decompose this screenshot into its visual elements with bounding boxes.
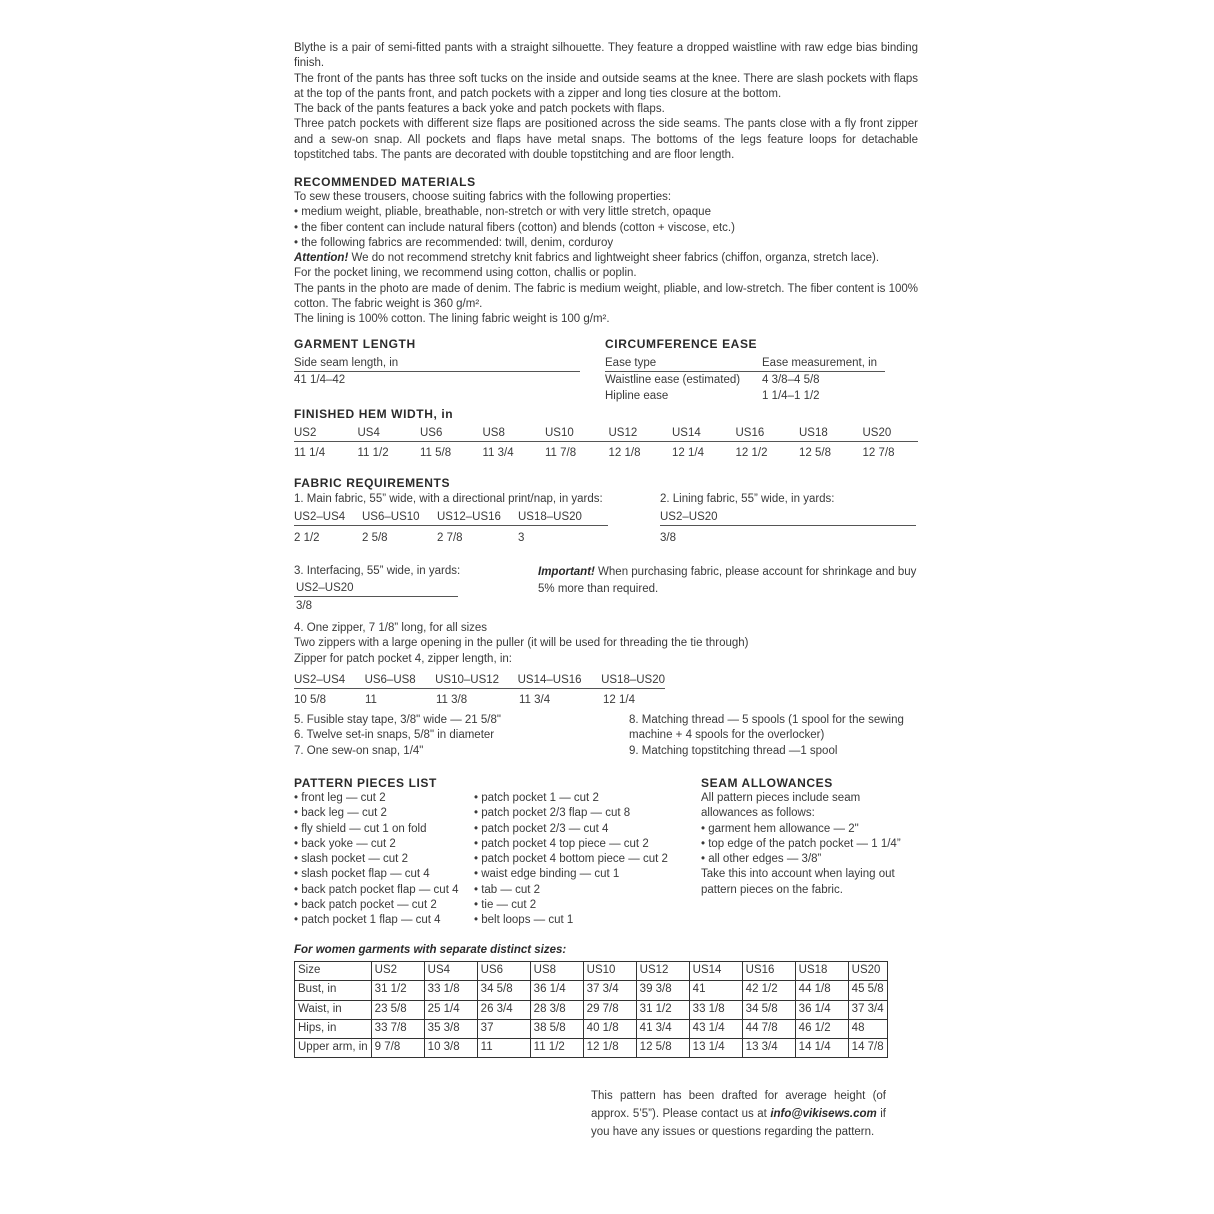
piece-item: • patch pocket 4 top piece — cut 2: [474, 837, 649, 850]
main-fabric-value: 3: [518, 532, 525, 545]
intro-paragraph: The front of the pants has three soft tucks on the inside and outside seams at the knee. There are slash pockets with flaps at the top of the pants front, and patch pockets with a zipper and long ties closure at the bottom.: [294, 72, 918, 100]
pocket-zipper-value: 11 3/8: [436, 694, 468, 706]
hem-size: US6: [420, 427, 443, 439]
piece-item: • tab — cut 2: [474, 883, 541, 896]
main-fabric-size: US6–US10: [362, 511, 420, 524]
notion-item: 5. Fusible stay tape, 3/8" wide — 21 5/8": [294, 714, 501, 726]
table-cell: 46 1/2: [795, 1019, 848, 1038]
piece-item: • back patch pocket — cut 2: [294, 899, 437, 912]
hem-value: 12 5/8: [799, 447, 831, 459]
footer-text: This pattern has been drafted for average height (of approx. 5’5”). Please contact us at: [591, 1090, 886, 1120]
pocket-zipper-value-row: [294, 693, 674, 708]
ease-type: Hipline ease: [605, 389, 669, 402]
ease-measurement-header: Ease measurement, in: [762, 357, 878, 369]
hem-value: 11 1/4: [294, 447, 326, 459]
main-fabric-size: US12–US16: [437, 511, 501, 524]
size-table-wrap: [294, 961, 888, 1058]
piece-item: • back leg — cut 2: [294, 807, 387, 820]
pocket-zipper-value: 10 5/8: [294, 694, 326, 706]
pieces-heading: PATTERN PIECES LIST: [294, 776, 437, 790]
table-cell: 44 1/8: [795, 981, 848, 1000]
table-cell: 36 1/4: [530, 981, 583, 1000]
lining-fabric-block: [660, 492, 916, 547]
table-header-cell: US20: [848, 962, 887, 981]
table-cell: Waist, in: [295, 1000, 372, 1019]
ease-value: 1 1/4–1 1/2: [762, 389, 820, 402]
table-row: [295, 1039, 888, 1058]
pocket-zipper-size: US2–US4: [294, 674, 346, 686]
notion-item: machine + 4 spools for the overlocker): [629, 729, 825, 742]
lining-weight-note: The lining is 100% cotton. The lining fabric weight is 100 g/m².: [294, 313, 610, 326]
materials-bullet: • the following fabrics are recommended: twill, denim, corduroy: [294, 236, 614, 249]
table-cell: 34 5/8: [477, 981, 530, 1000]
seam-line: All pattern pieces include seam: [701, 792, 861, 804]
main-fabric-value: 2 1/2: [294, 532, 320, 545]
interfacing-title: 3. Interfacing, 55” wide, in yards:: [294, 565, 461, 577]
pieces-section: [294, 775, 494, 929]
table-header-cell: US18: [795, 962, 848, 981]
hem-size: US18: [799, 427, 828, 439]
hem-value: 11 7/8: [545, 447, 577, 459]
table-header-cell: US8: [530, 962, 583, 981]
garment-length-header: Side seam length, in: [294, 356, 580, 372]
table-cell: 36 1/4: [795, 1000, 848, 1019]
hem-size: US14: [672, 427, 701, 439]
table-cell: 13 1/4: [689, 1039, 742, 1058]
table-cell: 13 3/4: [742, 1039, 795, 1058]
pieces-list-col1: [294, 791, 494, 929]
main-fabric-title: 1. Main fabric, 55” wide, with a directional print/nap, in yards:: [294, 493, 603, 505]
notion-item: 7. One sew-on snap, 1/4": [294, 744, 424, 757]
ease-type: Waistline ease (estimated): [605, 374, 741, 387]
seam-section: [701, 775, 918, 898]
main-fabric-value-row: [294, 531, 614, 546]
zipper-note: 4. One zipper, 7 1/8” long, for all sizes: [294, 622, 488, 634]
hem-size: US20: [862, 427, 892, 439]
piece-item: • waist edge binding — cut 1: [474, 868, 620, 881]
table-cell: 26 3/4: [477, 1000, 530, 1019]
zipper-note: Zipper for patch pocket 4, zipper length, in:: [294, 652, 512, 665]
hem-size: US12: [608, 427, 638, 439]
seam-line: pattern pieces on the fabric.: [701, 883, 843, 896]
intro-paragraph: Blythe is a pair of semi-fitted pants with a straight silhouette. They feature a dropped waistline with raw edge bias binding finish.: [294, 42, 918, 70]
circumference-heading: CIRCUMFERENCE EASE: [605, 337, 758, 351]
table-cell: 11: [477, 1039, 530, 1058]
table-cell: 10 3/8: [424, 1039, 477, 1058]
hem-size: US8: [482, 427, 505, 439]
hem-size: US4: [357, 427, 380, 439]
intro-text: [294, 41, 918, 163]
table-cell: 37 3/4: [848, 1000, 887, 1019]
notion-item: 9. Matching topstitching thread —1 spool: [629, 744, 838, 757]
footer-note: [591, 1087, 886, 1141]
table-header-cell: US16: [742, 962, 795, 981]
table-cell: 39 3/8: [636, 981, 689, 1000]
seam-line: allowances as follows:: [701, 807, 815, 820]
table-header-row: [295, 962, 888, 981]
footer-text: if you have any issues or questions regarding the pattern.: [591, 1108, 886, 1138]
table-cell: 31 1/2: [636, 1000, 689, 1019]
piece-item: • fly shield — cut 1 on fold: [294, 822, 427, 835]
table-cell: 23 5/8: [371, 1000, 424, 1019]
seam-line: • top edge of the patch pocket — 1 1/4”: [701, 837, 901, 850]
hem-value: 11 3/4: [482, 447, 514, 459]
hem-value: 12 7/8: [862, 447, 895, 459]
piece-item: • back patch pocket flap — cut 4: [294, 883, 459, 896]
fabric-heading: FABRIC REQUIREMENTS: [294, 476, 451, 490]
table-row: [295, 1019, 888, 1038]
table-cell: Upper arm, in: [295, 1039, 372, 1058]
table-header-cell: US14: [689, 962, 742, 981]
hem-width-header-row: [294, 426, 918, 442]
table-cell: 40 1/8: [583, 1019, 636, 1038]
table-cell: 33 1/8: [424, 981, 477, 1000]
materials-heading: RECOMMENDED MATERIALS: [294, 175, 476, 189]
piece-item: • patch pocket 1 flap — cut 4: [294, 914, 441, 927]
main-fabric-block: [294, 492, 614, 547]
table-row: [295, 1000, 888, 1019]
pocket-zipper-size-row: [294, 673, 665, 689]
table-cell: 37: [477, 1019, 530, 1038]
interfacing-size: US2–US20: [294, 581, 458, 597]
intro-paragraph: The back of the pants features a back yoke and patch pockets with flaps.: [294, 103, 665, 116]
size-table-caption: [294, 943, 566, 958]
hem-value: 11 1/2: [357, 447, 389, 459]
piece-item: • slash pocket — cut 2: [294, 853, 408, 866]
hem-width-heading: FINISHED HEM WIDTH, in: [294, 407, 454, 421]
lining-fabric-size: US2–US20: [660, 510, 916, 526]
notions-right: [629, 713, 919, 759]
garment-length-section: [294, 336, 580, 389]
table-cell: 48: [848, 1019, 887, 1038]
table-cell: 14 7/8: [848, 1039, 887, 1058]
hem-size: US10: [545, 427, 574, 439]
fabric-section: [294, 475, 918, 491]
lining-fabric-title: 2. Lining fabric, 55” wide, in yards:: [660, 493, 835, 505]
lining-note: For the pocket lining, we recommend using cotton, challis or poplin.: [294, 267, 637, 280]
piece-item: • patch pocket 2/3 flap — cut 8: [474, 807, 631, 820]
table-cell: 33 7/8: [371, 1019, 424, 1038]
seam-line: Take this into account when laying out: [701, 868, 895, 881]
piece-item: • patch pocket 2/3 — cut 4: [474, 822, 609, 835]
contact-email[interactable]: info@vikisews.com: [770, 1108, 877, 1120]
important-text: When purchasing fabric, please account for shrinkage and buy 5% more than required.: [538, 566, 917, 595]
hem-value: 11 5/8: [420, 447, 452, 459]
piece-item: • front leg — cut 2: [294, 792, 386, 804]
table-header-cell: US6: [477, 962, 530, 981]
important-label: Important!: [538, 566, 595, 578]
piece-item: • back yoke — cut 2: [294, 837, 396, 850]
piece-item: • belt loops — cut 1: [474, 914, 574, 927]
hem-width-value-row: [294, 446, 918, 461]
seam-line: • all other edges — 3/8”: [701, 853, 822, 866]
attention-text: We do not recommend stretchy knit fabrics and lightweight sheer fabrics (chiffon, organza, stretch lace).: [348, 252, 880, 265]
notion-item: 6. Twelve set-in snaps, 5/8" in diameter: [294, 729, 495, 742]
hem-value: 12 1/2: [735, 447, 768, 459]
piece-item: • tie — cut 2: [474, 899, 537, 912]
table-cell: 31 1/2: [371, 981, 424, 1000]
table-cell: Bust, in: [295, 981, 372, 1000]
notion-item: 8. Matching thread — 5 spools (1 spool for the sewing: [629, 714, 904, 726]
seam-line: • garment hem allowance — 2": [701, 822, 859, 835]
table-cell: 41 3/4: [636, 1019, 689, 1038]
table-header-cell: US2: [371, 962, 424, 981]
materials-bullet: • medium weight, pliable, breathable, non-stretch or with very little stretch, opaque: [294, 206, 711, 219]
hem-size: US16: [735, 427, 765, 439]
table-cell: 11 1/2: [530, 1039, 583, 1058]
hem-value: 12 1/4: [672, 447, 704, 459]
attention-label: Attention!: [294, 252, 349, 265]
ease-value: 4 3/8–4 5/8: [762, 374, 820, 387]
table-header-cell: US10: [583, 962, 636, 981]
pocket-zipper-size: US10–US12: [435, 674, 500, 686]
table-cell: 42 1/2: [742, 981, 795, 1000]
important-note: [538, 564, 918, 598]
table-cell: 29 7/8: [583, 1000, 636, 1019]
main-fabric-size-row: [294, 510, 608, 526]
garment-length-heading: GARMENT LENGTH: [294, 337, 416, 351]
table-cell: 12 5/8: [636, 1039, 689, 1058]
main-fabric-size: US18–US20: [518, 511, 582, 524]
materials-bullet: • the fiber content can include natural fibers (cotton) and blends (cotton + viscose, etc.): [294, 221, 735, 234]
table-row: [295, 981, 888, 1000]
table-header-cell: Size: [295, 962, 372, 981]
table-cell: 44 7/8: [742, 1019, 795, 1038]
interfacing-block: [294, 564, 464, 615]
table-cell: 9 7/8: [371, 1039, 424, 1058]
hem-value: 12 1/8: [608, 447, 641, 459]
piece-item: • slash pocket flap — cut 4: [294, 868, 430, 881]
circumference-section: [605, 336, 885, 404]
pocket-zipper-value: 11 3/4: [519, 694, 551, 706]
ease-type-header: Ease type: [605, 357, 657, 369]
pocket-zipper-size: US18–US20: [601, 674, 666, 686]
circumference-row: [605, 389, 885, 404]
garment-length-value: 41 1/4–42: [294, 374, 346, 387]
table-cell: 28 3/8: [530, 1000, 583, 1019]
table-header-cell: US12: [636, 962, 689, 981]
hem-size: US2: [294, 427, 317, 439]
table-cell: 35 3/8: [424, 1019, 477, 1038]
main-fabric-value: 2 5/8: [362, 532, 388, 545]
size-table-caption-text: For women garments with separate distinct sizes:: [294, 944, 567, 956]
piece-item: • patch pocket 4 bottom piece — cut 2: [474, 853, 668, 866]
size-table: [294, 961, 888, 1058]
hem-width-section: [294, 406, 918, 461]
pocket-zipper-size: US6–US8: [364, 674, 416, 686]
table-cell: 34 5/8: [742, 1000, 795, 1019]
pieces-list-col2: [474, 791, 694, 929]
table-cell: 38 5/8: [530, 1019, 583, 1038]
zipper-note: Two zippers with a large opening in the puller (it will be used for threading the tie through): [294, 637, 749, 650]
table-cell: 41: [689, 981, 742, 1000]
intro-paragraph: Three patch pockets with different size flaps are positioned across the side seams. The pants close with a fly front zipper and a sew-on snap. All pockets and flaps have metal snaps. The bottoms of the legs feature loops for detachable topstitched tabs. The pants are decorated with double topstitching and are floor length.: [294, 118, 918, 162]
main-fabric-size: US2–US4: [294, 511, 346, 524]
seam-heading: SEAM ALLOWANCES: [701, 776, 833, 790]
pocket-zipper-table: [294, 673, 674, 708]
interfacing-value: 3/8: [296, 600, 312, 613]
table-cell: 33 1/8: [689, 1000, 742, 1019]
notions-left: [294, 713, 614, 759]
table-cell: 14 1/4: [795, 1039, 848, 1058]
table-cell: 43 1/4: [689, 1019, 742, 1038]
materials-section: [294, 174, 918, 328]
pocket-zipper-value: 11: [365, 694, 377, 706]
piece-item: • patch pocket 1 — cut 2: [474, 792, 599, 804]
circumference-row: [605, 373, 885, 388]
photo-note: The pants in the photo are made of denim. The fabric is medium weight, pliable, and low-stretch. The fiber content is 100% cotton. The fabric weight is 360 g/m².: [294, 282, 918, 311]
lining-fabric-value: 3/8: [660, 532, 676, 545]
attention-note: [294, 251, 918, 266]
pocket-zipper-value: 12 1/4: [603, 694, 635, 706]
table-cell: 45 5/8: [848, 981, 887, 1000]
materials-intro: To sew these trousers, choose suiting fabrics with the following properties:: [294, 191, 672, 203]
circumference-header-row: [605, 356, 885, 372]
pocket-zipper-size: US14–US16: [517, 674, 582, 686]
table-cell: 37 3/4: [583, 981, 636, 1000]
table-header-cell: US4: [424, 962, 477, 981]
zipper-notes: [294, 621, 918, 667]
table-cell: 25 1/4: [424, 1000, 477, 1019]
table-cell: 12 1/8: [583, 1039, 636, 1058]
table-cell: Hips, in: [295, 1019, 372, 1038]
main-fabric-value: 2 7/8: [437, 532, 463, 545]
